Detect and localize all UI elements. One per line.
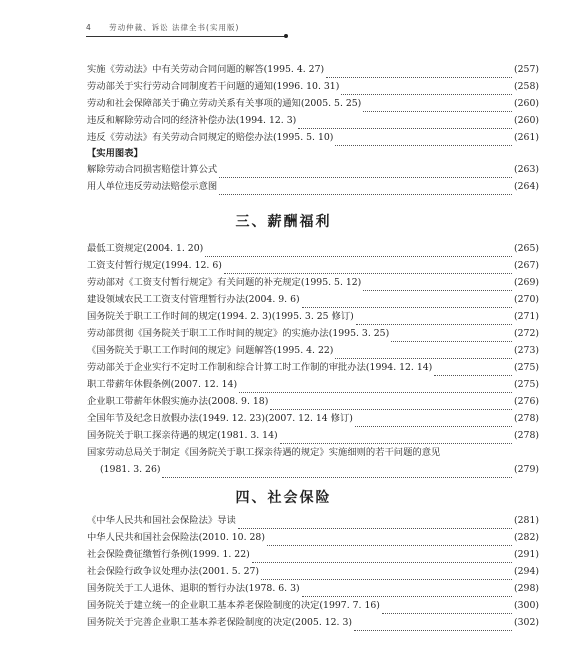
toc-entry-title: 国务院关于完善企业职工基本养老保险制度的决定(2005. 12. 3) <box>87 617 353 628</box>
toc-entry-page: (300) <box>514 600 539 611</box>
toc-leader-dots <box>363 279 512 291</box>
toc-entry-title: 《国务院关于职工工作时间的规定》问题解答(1995. 4. 22) <box>87 345 334 356</box>
toc-entry[interactable] <box>87 113 539 129</box>
chapter-heading-salary-welfare: 三、薪酬福利 <box>235 214 332 230</box>
toc-entry-title-line1: 国家劳动总局关于制定《国务院关于职工探亲待遇的规定》实施细则的若干问题的意见 <box>87 447 441 458</box>
toc-entry-title: 企业职工带薪年休假实施办法(2008. 9. 18) <box>87 396 269 407</box>
toc-entry[interactable] <box>87 530 539 546</box>
toc-leader-dots <box>261 568 512 580</box>
toc-entry-page: (265) <box>514 243 539 254</box>
toc-entry[interactable] <box>87 428 539 444</box>
toc-entry[interactable] <box>87 130 539 146</box>
toc-leader-dots <box>298 117 512 129</box>
toc-leader-dots <box>335 134 512 146</box>
toc-entry-page: (273) <box>514 345 539 356</box>
toc-entry[interactable] <box>87 179 539 195</box>
toc-entry[interactable] <box>87 377 539 393</box>
toc-entry[interactable] <box>87 326 539 342</box>
toc-leader-dots <box>302 585 512 597</box>
section-label-practical-charts: 【实用图表】 <box>87 148 143 159</box>
toc-entry-title: 建设领域农民工工资支付管理暂行办法(2004. 9. 6) <box>87 294 300 305</box>
toc-entry-page: (298) <box>514 583 539 594</box>
toc-entry-title: 全国年节及纪念日放假办法(1949. 12. 23)(2007. 12. 14 修订) <box>87 413 353 424</box>
header-book-title: 劳动仲裁、诉讼 法律全书(实用版) <box>109 23 240 32</box>
toc-entry[interactable] <box>87 79 539 95</box>
toc-leader-dots <box>363 100 512 112</box>
toc-entry[interactable] <box>87 547 539 563</box>
running-header <box>86 22 239 33</box>
toc-entry-title: 实施《劳动法》中有关劳动合同问题的解答(1995. 4. 27) <box>87 64 325 75</box>
toc-entry-page: (279) <box>514 464 539 475</box>
toc-entry[interactable] <box>87 343 539 359</box>
toc-entry-page: (271) <box>514 311 539 322</box>
toc-entry[interactable] <box>87 292 539 308</box>
toc-entry-title: 劳动部关于实行劳动合同制度若干问题的通知(1996. 10. 31) <box>87 81 340 92</box>
toc-entry-title: 国务院关于职工探亲待遇的规定(1981. 3. 14) <box>87 430 278 441</box>
toc-entry-page: (278) <box>514 413 539 424</box>
toc-entry-page: (261) <box>514 132 539 143</box>
toc-entry[interactable] <box>87 598 539 614</box>
toc-leader-dots <box>335 347 512 359</box>
toc-entry[interactable] <box>87 162 539 178</box>
toc-leader-dots <box>219 183 512 195</box>
toc-entry[interactable] <box>87 394 539 410</box>
toc-leader-dots <box>302 296 512 308</box>
toc-leader-dots <box>391 330 512 342</box>
toc-entry-title: 中华人民共和国社会保险法(2010. 10. 28) <box>87 532 265 543</box>
chapter-heading-social-insurance: 四、社会保险 <box>235 490 332 506</box>
toc-entry-title: 国务院关于工人退休、退职的暂行办法(1978. 6. 3) <box>87 583 300 594</box>
toc-entry-page: (275) <box>514 362 539 373</box>
toc-entry-page: (272) <box>514 328 539 339</box>
header-ornament-dot <box>284 34 288 38</box>
toc-entry-long-continuation[interactable] <box>100 462 539 478</box>
toc-entry-title: 违反和解除劳动合同的经济补偿办法(1994. 12. 3) <box>87 115 297 126</box>
toc-entry-page: (269) <box>514 277 539 288</box>
toc-entry[interactable] <box>87 241 539 257</box>
toc-entry-title: 劳动部关于企业实行不定时工作制和综合计算工时工作制的审批办法(1994. 12. 14) <box>87 362 433 373</box>
toc-leader-dots <box>219 166 512 178</box>
toc-entry[interactable] <box>87 309 539 325</box>
toc-leader-dots <box>252 551 512 563</box>
toc-entry-title: 劳动部对《工资支付暂行规定》有关问题的补充规定(1995. 5. 12) <box>87 277 362 288</box>
toc-entry-title: 国务院关于建立统一的企业职工基本养老保险制度的决定(1997. 7. 16) <box>87 600 380 611</box>
toc-entry-page: (278) <box>514 430 539 441</box>
toc-entry-title: 用人单位违反劳动法赔偿示意图 <box>87 181 218 192</box>
toc-leader-dots <box>356 313 512 325</box>
toc-entry-title: 违反《劳动法》有关劳动合同规定的赔偿办法(1995. 5. 10) <box>87 132 334 143</box>
toc-entry[interactable] <box>87 564 539 580</box>
toc-leader-dots <box>280 432 512 444</box>
toc-entry-title: 社会保险费征缴暂行条例(1999. 1. 22) <box>87 549 250 560</box>
toc-entry-page: (291) <box>514 549 539 560</box>
toc-entry-title: 职工带薪年休假条例(2007. 12. 14) <box>87 379 238 390</box>
toc-entry-page: (302) <box>514 617 539 628</box>
toc-leader-dots <box>239 381 512 393</box>
toc-entry-page: (260) <box>514 115 539 126</box>
toc-leader-dots <box>270 398 512 410</box>
toc-entry-title-line2: (1981. 3. 26) <box>100 464 161 475</box>
toc-entry[interactable] <box>87 275 539 291</box>
toc-entry[interactable] <box>87 581 539 597</box>
toc-entry-page: (258) <box>514 81 539 92</box>
toc-entry-page: (282) <box>514 532 539 543</box>
toc-entry[interactable] <box>87 96 539 112</box>
toc-entry-page: (275) <box>514 379 539 390</box>
toc-entry[interactable] <box>87 258 539 274</box>
toc-entry-page: (294) <box>514 566 539 577</box>
toc-leader-dots <box>267 534 512 546</box>
toc-leader-dots <box>434 364 512 376</box>
toc-entry-page: (276) <box>514 396 539 407</box>
toc-entry-title: 解除劳动合同损害赔偿计算公式 <box>87 164 218 175</box>
toc-leader-dots <box>382 602 512 614</box>
toc-entry-page: (270) <box>514 294 539 305</box>
toc-entry-page: (264) <box>514 181 539 192</box>
toc-entry-long[interactable] <box>87 445 539 461</box>
header-rule <box>86 36 286 37</box>
toc-entry-page: (267) <box>514 260 539 271</box>
toc-leader-dots <box>341 83 512 95</box>
toc-entry-title: 工资支付暂行规定(1994. 12. 6) <box>87 260 222 271</box>
toc-leader-dots <box>354 619 512 631</box>
toc-leader-dots <box>205 245 512 257</box>
toc-entry-page: (260) <box>514 98 539 109</box>
toc-entry[interactable] <box>87 513 539 529</box>
toc-entry-page: (263) <box>514 164 539 175</box>
toc-entry-title: 《中华人民共和国社会保险法》导读 <box>87 515 236 526</box>
toc-leader-dots <box>238 517 512 529</box>
header-page-number: 4 <box>86 23 92 32</box>
toc-entry-title: 劳动部贯彻《国务院关于职工工作时间的规定》的实施办法(1995. 3. 25) <box>87 328 390 339</box>
toc-entry-title: 劳动和社会保障部关于确立劳动关系有关事项的通知(2005. 5. 25) <box>87 98 362 109</box>
toc-entry-title: 国务院关于职工工作时间的规定(1994. 2. 3)(1995. 3. 25 修订) <box>87 311 354 322</box>
toc-leader-dots <box>326 66 512 78</box>
toc-leader-dots <box>224 262 512 274</box>
toc-entry[interactable] <box>87 62 539 78</box>
toc-entry-title: 最低工资规定(2004. 1. 20) <box>87 243 204 254</box>
toc-entry[interactable] <box>87 615 539 631</box>
toc-entry[interactable] <box>87 360 539 376</box>
toc-entry-page: (281) <box>514 515 539 526</box>
toc-entry[interactable] <box>87 411 539 427</box>
toc-leader-dots <box>162 466 512 478</box>
toc-entry-title: 社会保险行政争议处理办法(2001. 5. 27) <box>87 566 260 577</box>
toc-entry-page: (257) <box>514 64 539 75</box>
toc-leader-dots <box>355 415 512 427</box>
